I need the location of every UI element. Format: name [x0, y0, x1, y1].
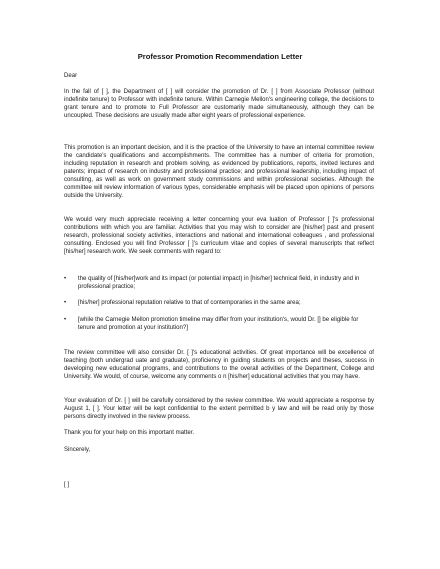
paragraph-education: The review committee will also consider Dr. [ ]'s educational activities. Of great importance will be excellence of teaching (both undergrad uate and graduate), proficiency in guiding students on projects and theses, success in developing new educational programs, and contributions to the overall activities of the Department, College and University. We would, of course, welcome any comments o n [his/her] educational activities that you may have.: [64, 350, 374, 381]
bullet-text: the quality of [his/her]work and its impact (or potential impact) in [his/her] technical field, in industry and in professional practice;: [78, 276, 360, 291]
paragraph-request: We would very much appreciate receiving a letter concerning your eva luation of Professor [ ]'s professional contributions with which you are familiar. Activities that you may wish to consider are [his/her] past and present research, professional society activities, interactions and national and international colleagues , and professional consulting. Enclosed you will find Professor [ ]'s curriculum vitae and copies of several manuscripts that reflect [his/her] research work. We seek comments with regard to:: [64, 217, 374, 256]
bullet-text: [while the Carnegie Mellon promotion timeline may differ from your institution's, would Dr. [] be eligible for tenure and promotion at your institution?]: [78, 317, 359, 332]
closing: Sincerely,: [64, 447, 91, 453]
paragraph-committee: This promotion is an important decision, and it is the practice of the University to have an internal committee review the candidate's qualifications and accomplishments. The committee has a number of criteria for promotion, including reputation in research and problem solving, as evidenced by publications, reports, invited lectures and patents; impact of research on industry and professional practice; and professional leadership, including impact of consulting, as well as work on government study commissions and within professional societies. Although the committee will review information of various types, considerable emphasis will be placed upon opinions of persons outside the University.: [64, 145, 374, 200]
bullet-text: [his/her] professional reputation relative to that of contemporaries in the same area;: [78, 300, 301, 306]
paragraph-thanks: Thank you for your help on this important matter.: [64, 430, 195, 436]
paragraph-evaluation: Your evaluation of Dr. [ ] will be carefully considered by the review committee. We would appreciate a response by August 1, [ ]. Your letter will be kept confidential to the extent permitted b y law and will be read only by those persons directly involved in the review process.: [64, 398, 374, 421]
bullet-dot: •: [64, 317, 67, 323]
salutation: Dear: [64, 73, 78, 79]
paragraph-intro: In the fall of [ ], the Department of [ ] will consider the promotion of Dr. [ ] from Associate Professor (without indefinite tenure) to Professor with indefinite tenure. Within Carnegie Mellon's engineering college, the decisions to grant tenure and to promote to Full Professor are customarily made simultaneously, although they can be uncoupled. These decisions are usually made after eight years of professional experience.: [64, 89, 374, 120]
letter-title: Professor Promotion Recommendation Letter: [137, 52, 303, 61]
signature-placeholder: [ ]: [64, 482, 70, 488]
bullet-dot: •: [64, 276, 67, 282]
bullet-dot: •: [64, 300, 67, 306]
